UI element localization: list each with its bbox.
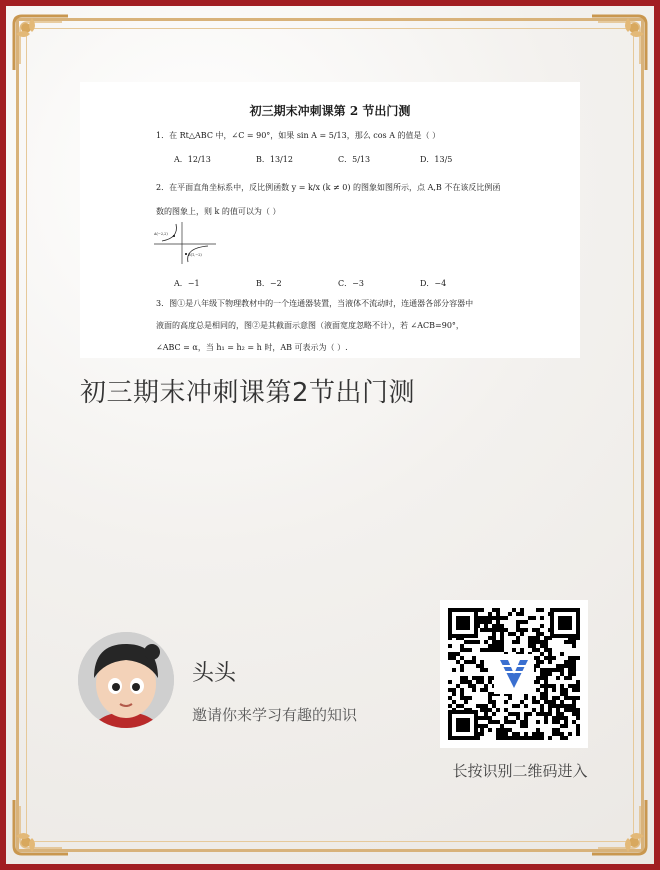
page-title: 初三期末冲刺课第2节出门测 [80,378,416,408]
question-3-line1: 3．图①是八年级下物理教材中的一个连通器装置，当液体不流动时，连通器各部分容器中 [156,299,474,308]
question-1-stem: 1．在 Rt△ABC 中，∠C = 90°，如果 sin A = 5/13，那么 cos A 的值是（ ） [156,131,441,140]
corner-ornament-icon [590,14,648,72]
question-3-line2: 液面的高度总是相同的，图②是其截面示意图（液面宽度忽略不计），若 ∠ACB=90°， [156,321,464,330]
avatar[interactable] [78,632,174,728]
corner-ornament-icon [590,798,648,856]
qr-caption: 长按识别二维码进入 [452,762,588,780]
question-2-stem-line2: 数的图象上，则 k 的值可以为（ ） [156,207,281,216]
q2-option-d: D．−4 [420,279,447,288]
qr-code-icon [440,600,588,748]
point-a-label: A(−2,2) [154,232,168,236]
qr-code[interactable] [440,600,588,748]
q1-option-a: A．12/13 [174,155,211,164]
q2-option-a: A．−1 [174,279,200,288]
question-2-stem-line1: 2．在平面直角坐标系中，反比例函数 y = k/x (k ≠ 0) 的图象如图所示，点 A,B 不在该反比例函 [156,183,501,192]
corner-ornament-icon [12,14,70,72]
q1-option-b: B．13/12 [256,155,293,164]
document-title: 初三期末冲刺课第 2 节出门测 [249,104,411,118]
corner-ornament-icon [12,798,70,856]
author-tagline: 邀请你来学习有趣的知识 [192,706,358,724]
q1-option-d: D．13/5 [420,155,453,164]
cartoon-avatar-icon [78,632,174,728]
author-name: 头头 [192,661,237,686]
q2-option-c: C．−3 [338,279,364,288]
question-3-line3: ∠ABC = α，当 h₁ = h₂ = h 时，AB 可表示为（ ）. [156,343,348,352]
q2-option-b: B．−2 [256,279,282,288]
q1-option-c: C．5/13 [338,155,371,164]
hyperbola-graph-icon [154,222,216,264]
point-b-label: B(1,−2) [188,253,202,257]
document-preview[interactable] [80,82,580,358]
